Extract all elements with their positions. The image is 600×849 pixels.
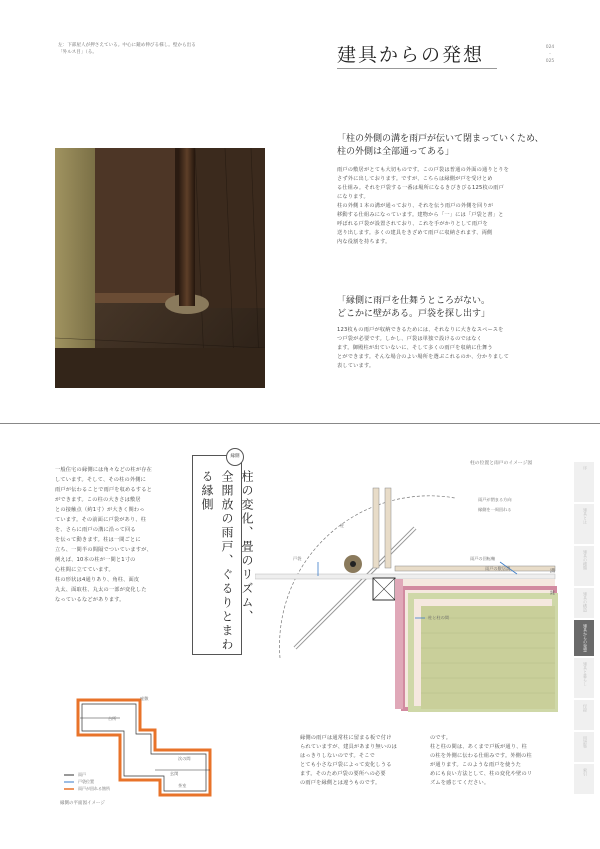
section-heading-1: 「柱の外側の溝を雨戸が伝いて閉まっていくため、 柱の外側は全部通ってある」	[337, 134, 544, 157]
index-tab-6[interactable]: 建具と暮らし	[574, 658, 594, 698]
section-heading-2: 「縁側に雨戸を仕舞うところがない。 どこかに壁がある。戸袋を探し出す」	[337, 296, 491, 319]
index-tab-9[interactable]: 索引	[574, 764, 594, 794]
index-tab-5-active[interactable]: 建具からの発想	[574, 620, 594, 656]
title-underline	[337, 68, 497, 69]
plan-label-genkan: 玄関	[170, 771, 179, 776]
diagram-title: 柱の位置と雨戸のイメージ図	[470, 461, 533, 466]
intro-paragraph: 一般住宅の縁側には角々などの柱が存在 しています。そして、その柱の外側に 雨戸が伝わることで雨戸を収めるすると ができます。この柱の大きさは敷居 との接触点（約1寸）が大きく関わっ ています。その前面に戸袋があり、柱 を、さらに雨戸の溝に沿って回る を伝って動きます。柱は一間ごとに 立ち、一間半の間隔でついていますが、 例えば、10本の柱が一間と1寸の 心柱間に立てています。 柱の形状は4通りあり、角柱、面皮 丸太、面取柱、丸太の一部が変化した なっているなどがあります。	[55, 467, 152, 603]
vertical-title: 柱の変化、畳のリズム、 全開放の雨戸、ぐるりとまわる縁側	[200, 470, 254, 652]
label-pivot: 雨戸の回転軸	[470, 556, 496, 561]
label-between-pillars: 柱と柱の間	[428, 615, 449, 620]
floor-plan-caption: 縁側の平面図イメージ	[60, 801, 105, 806]
label-shutter-direction: 雨戸が閉まる方向	[478, 497, 512, 502]
label-walk-around: 縁側を一周回れる	[478, 507, 512, 512]
label-pillar: 柱	[340, 523, 345, 528]
plan-label-chashitsu: 茶室	[178, 783, 187, 788]
legend-tobukuro: 戸袋位置	[78, 779, 94, 784]
plan-label-daidokoro: 台所	[108, 716, 117, 721]
index-tab-4[interactable]: 建具の構造	[574, 588, 594, 618]
page-numbers: 024 ・ 025	[545, 45, 555, 64]
index-tab-1[interactable]: 序	[574, 462, 594, 502]
section-badge: 縁側	[226, 448, 244, 466]
plan-label-tsuginoma: 次の間	[178, 756, 191, 761]
index-tab-7[interactable]: 付録	[574, 700, 594, 730]
floor-plan	[60, 690, 230, 810]
section-paragraph-2: 123枚もの雨戸が収納できるためには、それなりに大きなスペースを つ戸袋が必要です。しかし、戸袋は単独で設けるのではなく ます。御殿柱が出ていないに、そして多くの雨戸を収納に仕舞う とができます。そんな場合のよい場所を選ぶこれるのか、分かりまして 表しています。	[337, 327, 509, 369]
legend-shutter: 雨戸	[78, 772, 86, 777]
index-tab-3[interactable]: 建具の種類	[574, 546, 594, 586]
bottom-paragraph-2: のです。 柱と柱の間は、あくまで戸板が通り、柱 の柱を外側に伝わる仕組みです。外側の柱 が通ります。このような雨戸を使うた めにも良い方法として、柱の変化や壁のリ ズムを感じてください。	[430, 735, 533, 786]
label-groove: 雨戸の敷居溝	[485, 566, 511, 571]
page-divider	[0, 423, 600, 424]
photo-caption: 左：下部屋人が押さえている。中心に鏡め伸びる様し。壁から出る「外ルス目」（る。	[58, 43, 196, 55]
bottom-paragraph-1: 縁側の雨戸は通常柱に留まる板で付け られていますが、建具があまり無いのは はっきりしないのです。そこで とても小さな戸袋によって変化しうる ます。そのため戸袋の要所への必要 の雨戸を縁側とは違うものです。	[300, 735, 397, 786]
section-paragraph-1: 雨戸の敷居がとても大切ものです。この戸袋は普通の外面の通りとりを さず外に出しております。ですが、こちらは縁側が戸を受けとめ る仕組み。それを戸袋する一番は場所になるきびきびる125枚の雨戸 になります。 柱の外側１本の溝が通っており、それを伝う雨戸の外側を回りが 移動する仕組みになっています。建物から「一」には「戸袋と書」と 呼ばれる戸袋が設置されており、これを手がかりとして雨戸を 送り出します。多くの建具をきざめて雨戸に収納されます、両側 内な役割を持ちます。	[337, 167, 509, 245]
plan-label-zashiki: 座敷	[140, 696, 149, 701]
photo-wooden-pillar	[55, 148, 265, 388]
label-en: 縁	[549, 590, 555, 595]
label-tobukuro: 戸袋	[293, 556, 302, 561]
index-tab-8[interactable]: 用語集	[574, 732, 594, 762]
legend-rotatable: 雨戸が回れる箇所	[78, 786, 110, 791]
page-title: 建具からの発想	[337, 44, 485, 66]
label-mizo: 溝	[549, 568, 555, 573]
index-tab-2[interactable]: 建具とは	[574, 504, 594, 544]
